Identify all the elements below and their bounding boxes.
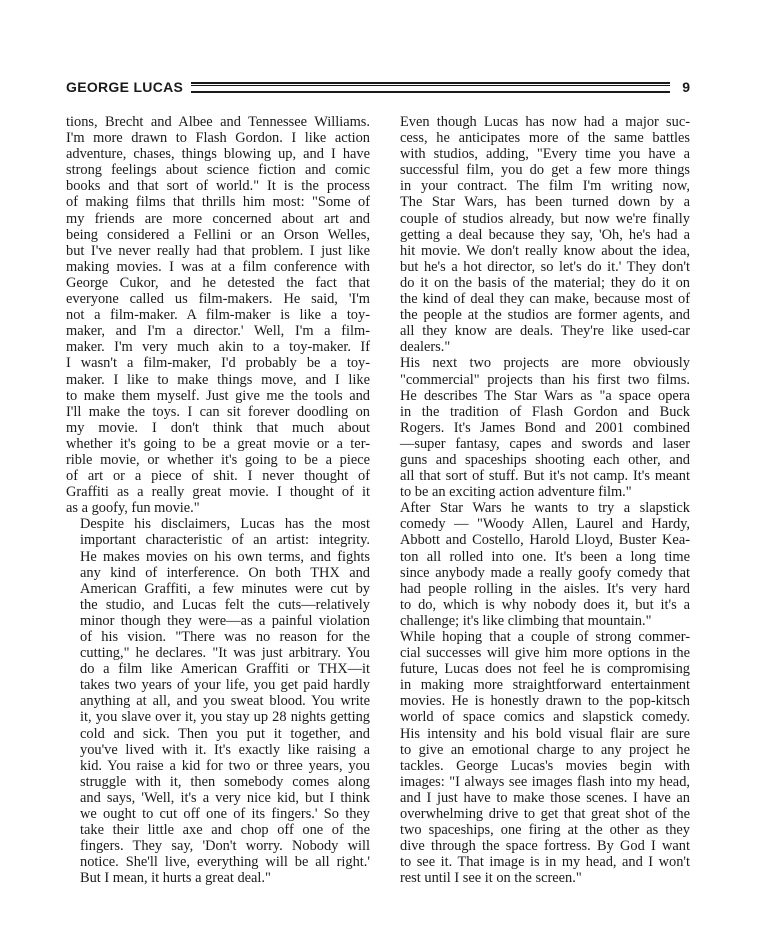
text-line: guns and spaceships shooting each other, and bbox=[400, 451, 690, 468]
text-line: movies. He is honestly drawn to the pop-kitsch bbox=[400, 693, 690, 710]
text-line: cess, he anticipates more of the same battles bbox=[400, 130, 690, 147]
text-line: I wasn't a film-maker, I'd probably be a toy- bbox=[66, 355, 370, 372]
text-line: cold and sick. Then you put it together, and bbox=[80, 725, 370, 742]
text-line: tions, Brecht and Albee and Tennessee Williams. bbox=[66, 114, 370, 130]
text-line: my friends are more concerned about art and bbox=[66, 210, 370, 227]
text-line: the studio, and Lucas felt the cuts—relatively bbox=[80, 596, 370, 613]
text-line: of his vision. "There was no reason for the bbox=[80, 629, 370, 645]
text-line: Abbott and Costello, Harold Lloyd, Buster Kea- bbox=[400, 532, 690, 549]
text-line: maker, and I'm a director.' Well, I'm a film- bbox=[66, 323, 370, 340]
text-line: to see it. That image is in my head, and I won't bbox=[400, 854, 690, 871]
text-line: images: "I always see images flash into my head, bbox=[400, 773, 690, 790]
text-line: not a film-maker. A film-maker is like a toy- bbox=[66, 307, 370, 324]
text-line: making movies. I was at a film conference with bbox=[66, 258, 370, 275]
right-column bbox=[386, 114, 690, 887]
text-line: —super fantasy, capes and swords and laser bbox=[400, 435, 690, 452]
text-line: adventure, chases, things blowing up, and I have bbox=[66, 146, 370, 163]
text-line: George Cukor, and he detested the fact that bbox=[66, 274, 370, 291]
text-line: since anybody made a really goofy comedy that bbox=[400, 564, 690, 581]
text-line: successful film, you do get a few more things bbox=[400, 162, 690, 179]
left-column bbox=[66, 114, 370, 887]
page-number: 9 bbox=[682, 79, 690, 95]
text-line: you've lived with it. It's exactly like raising a bbox=[80, 741, 370, 758]
text-line: we ought to cut off one of its fingers.' So they bbox=[80, 806, 370, 823]
text-line: rible movie, or whether it's going to be a piece bbox=[66, 451, 370, 468]
text-line: do it on the basis of the material; they do it on bbox=[400, 274, 690, 291]
text-line: as a goofy, fun movie." bbox=[66, 500, 200, 517]
text-line: but I've never really had that problem. I just like bbox=[66, 242, 370, 259]
text-line: in the tradition of Flash Gordon and Buck bbox=[400, 403, 690, 420]
text-line: ton all rolled into one. It's been a long time bbox=[400, 548, 690, 565]
text-line: in your contract. The film I'm writing now, bbox=[400, 178, 690, 195]
text-line: and says, 'Well, it's a very nice kid, but I think bbox=[80, 789, 370, 806]
text-line: comedy — "Woody Allen, Laurel and Hardy, bbox=[400, 516, 690, 533]
text-line: take their little axe and chop off one of the bbox=[80, 822, 370, 839]
text-line: all that sort of stuff. But it's not camp. It's meant bbox=[400, 468, 690, 485]
text-line: takes two years of your life, you get paid hardly bbox=[80, 677, 370, 694]
text-line: the people at the studios are former agents, and bbox=[400, 307, 690, 324]
text-line: to make them myself. Just give me the tools and bbox=[66, 387, 370, 404]
text-line: dealers." bbox=[400, 339, 451, 356]
text-line: "commercial" projects than his first two films. bbox=[400, 371, 690, 388]
text-line: of making films that thrills him most: "Some of bbox=[66, 194, 370, 211]
text-line: to be an exciting action adventure film." bbox=[400, 484, 632, 501]
text-line: maker. I like to make things move, and I like bbox=[66, 371, 370, 388]
text-line: I'll make the toys. I can sit forever doodling on bbox=[66, 403, 370, 420]
text-line: everyone called us film-makers. He said, 'I'm bbox=[66, 291, 370, 308]
text-line: of art or a piece of shit. I never thought of bbox=[66, 468, 370, 485]
text-line: books and that sort of world." It is the process bbox=[66, 178, 370, 195]
text-line: While hoping that a couple of strong commer- bbox=[400, 629, 690, 645]
text-line: and I just have to make those scenes. I have an bbox=[400, 789, 690, 806]
text-line: Despite his disclaimers, Lucas has the most bbox=[80, 516, 370, 533]
text-line: all they know are deals. They're like used-car bbox=[400, 323, 690, 340]
text-line: I'm more drawn to Flash Gordon. I like action bbox=[66, 130, 370, 147]
header-rule bbox=[191, 82, 670, 93]
paragraph bbox=[66, 114, 370, 516]
text-line: minor though they were—as a painful violation bbox=[80, 612, 370, 629]
text-line: two spaceships, one firing at the other as they bbox=[400, 822, 690, 839]
text-line: He describes The Star Wars as "a space opera bbox=[400, 387, 690, 404]
text-line: cutting," he declares. "It was just arbitrary. You bbox=[80, 645, 370, 662]
text-line: Graffiti as a really great movie. I thought of it bbox=[66, 484, 370, 501]
text-line: fingers. They say, 'Don't worry. Nobody will bbox=[80, 838, 370, 855]
text-line: But I mean, it hurts a great deal." bbox=[80, 870, 271, 887]
text-line: whether it's going to be a great movie or a ter- bbox=[66, 435, 370, 452]
text-line: future, Lucas does not feel he is compromising bbox=[400, 661, 690, 678]
text-line: anything at all, and you sweat blood. You write bbox=[80, 693, 370, 710]
paragraph bbox=[66, 516, 370, 886]
text-line: had people rolling in the aisles. It's very hard bbox=[400, 580, 690, 597]
text-line: it, you slave over it, you stay up 28 nights getting bbox=[80, 709, 370, 726]
text-line: important characteristic of an artist: integrity. bbox=[80, 532, 370, 549]
text-line: do a film like American Graffiti or THX—it bbox=[80, 661, 370, 678]
running-header bbox=[66, 77, 690, 97]
text-line: getting a deal because they say, 'Oh, he's had a bbox=[400, 226, 690, 243]
text-line: He makes movies on his own terms, and fights bbox=[80, 548, 370, 565]
text-line: but he's a hot director, so let's do it.' They don't bbox=[400, 258, 690, 275]
text-line: couple of studios already, but now we're finally bbox=[400, 210, 690, 227]
text-line: The Star Wars, has been turned down by a bbox=[400, 194, 690, 211]
text-line: notice. She'll live, everything will be all right.' bbox=[80, 854, 370, 871]
paragraph bbox=[386, 629, 690, 887]
paragraph bbox=[386, 355, 690, 500]
text-line: to give an emotional charge to any project he bbox=[400, 741, 690, 758]
text-line: rest until I see it on the screen." bbox=[400, 870, 582, 887]
text-line: any kind of interference. On both THX and bbox=[80, 564, 370, 581]
text-line: dive through the space fortress. By God I want bbox=[400, 838, 690, 855]
text-line: world of space comics and slapstick comedy. bbox=[400, 709, 690, 726]
text-line: in making more straightforward entertainment bbox=[400, 677, 690, 694]
text-line: hit movie. We don't really know about the idea, bbox=[400, 242, 690, 259]
text-line: His intensity and his bold visual flair are sure bbox=[400, 725, 690, 742]
text-line: kid. You raise a kid for two or three years, you bbox=[80, 757, 370, 774]
text-line: His next two projects are more obviously bbox=[400, 355, 690, 372]
text-line: tackles. George Lucas's movies begin with bbox=[400, 757, 690, 774]
text-line: overwhelming drive to get that great shot of the bbox=[400, 806, 690, 823]
text-line: struggle with it, then somebody comes along bbox=[80, 773, 370, 790]
text-line: After Star Wars he wants to try a slapstick bbox=[400, 500, 690, 517]
text-line: with studios, adding, "Every time you have a bbox=[400, 146, 690, 163]
paragraph bbox=[386, 114, 690, 355]
text-line: to do, which is why nobody does it, but it's a bbox=[400, 596, 690, 613]
text-line: the kind of deal they can make, because most of bbox=[400, 291, 690, 308]
text-line: my movie. I don't think that much about bbox=[66, 419, 370, 436]
running-title: GEORGE LUCAS bbox=[66, 79, 184, 95]
text-line: American Graffiti, a few minutes were cut by bbox=[80, 580, 370, 597]
text-line: Even though Lucas has now had a major suc- bbox=[400, 114, 690, 130]
text-line: being considered a Fellini or an Orson Welles, bbox=[66, 226, 370, 243]
paragraph bbox=[386, 500, 690, 629]
text-line: cial successes will give him more options in the bbox=[400, 645, 690, 662]
text-line: maker. I'm very much akin to a toy-maker. If bbox=[66, 339, 370, 356]
text-line: Rogers. It's James Bond and 2001 combined bbox=[400, 419, 690, 436]
text-line: challenge; it's like climbing that mountain." bbox=[400, 612, 652, 629]
text-line: strong feelings about science fiction and comic bbox=[66, 162, 370, 179]
